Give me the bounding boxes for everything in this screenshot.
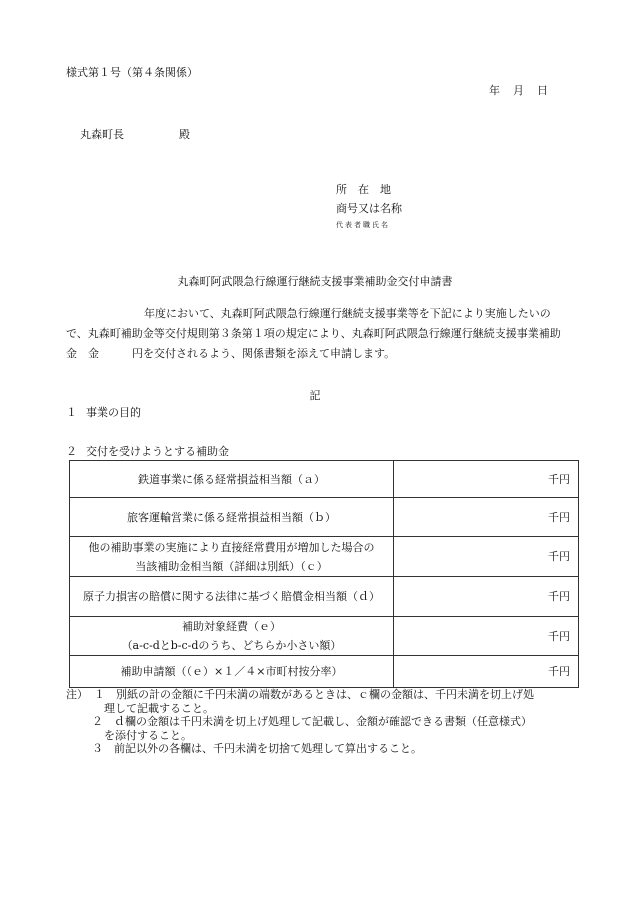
row-unit: 千円 (394, 656, 579, 688)
row-label: 原子力損害の賠償に関する法律に基づく賠償金相当額（ｄ） (70, 577, 394, 617)
body-paragraph (66, 304, 566, 364)
row-unit: 千円 (394, 617, 579, 656)
row-label: 他の補助事業の実施により直接経常費用が増加した場合の 当該補助金相当額（詳細は別紙）（ｃ） (70, 537, 394, 577)
table-row (70, 461, 579, 498)
form-number: 様式第１号（第４条関係） (66, 66, 198, 79)
date-day: 日 (537, 84, 548, 97)
table-row (70, 577, 579, 617)
notes-prefix: 注） (66, 688, 88, 701)
note-item: ３ 前記以外の各欄は、千円未満を切捨て処理して算出すること。 (92, 742, 422, 755)
notes (66, 688, 586, 756)
row-label: 補助対象経費（ｅ） （a-c-dとb-c-dのうち、どちらか小さい額） (70, 617, 394, 656)
item-purpose (66, 404, 141, 420)
date-month: 月 (513, 84, 524, 97)
document-title: 丸森町阿武隈急行線運行継続支援事業補助金交付申請書 (177, 275, 453, 288)
row-unit: 千円 (394, 461, 579, 498)
addressee-honorific: 殿 (179, 128, 190, 141)
applicant-block (336, 180, 402, 232)
item-grant (66, 443, 229, 459)
row-label: 補助申請額（（ｅ）×１／４×市町村按分率） (70, 656, 394, 688)
date-year: 年 (489, 84, 500, 97)
row-unit: 千円 (394, 537, 579, 577)
address-label: 所 在 地 (336, 183, 391, 196)
ki-heading: 記 (309, 389, 321, 402)
table-row (70, 617, 579, 656)
item-number: １ (66, 406, 77, 419)
note-item: 注） １ 別紙の計の金額に千円未満の端数があるときは、ｃ欄の金額は、千円未満を切上げ処 理して記載すること。 (66, 688, 534, 715)
row-unit: 千円 (394, 577, 579, 617)
table-row (70, 537, 579, 577)
addressee (80, 126, 190, 142)
item-label: 交付を受けようとする補助金 (86, 445, 229, 458)
item-label: 事業の目的 (86, 406, 141, 419)
company-name-label: 商号又は名称 (336, 202, 402, 215)
representative-label: 代表者職氏名 (336, 221, 390, 229)
row-label: 鉄道事業に係る経常損益相当額（ａ） (70, 461, 394, 498)
body-text: 年度において、丸森町阿武隈急行線運行継続支援事業等を下記により実施したいので、丸森町補助金等交付規則第３条第１項の規定により、丸森町阿武隈急行線運行継続支援事業補助金 金 円を交付されるよう、関係書類を添えて申請します。 (66, 307, 561, 360)
row-unit: 千円 (394, 498, 579, 537)
note-item: ２ ｄ欄の金額は千円未満を切上げ処理して記載し、金額が確認できる書類（任意様式） を添付すること。 (92, 715, 532, 742)
addressee-name: 丸森町長 (80, 128, 124, 141)
grant-table (69, 460, 579, 688)
item-number: ２ (66, 445, 77, 458)
table-row (70, 498, 579, 537)
table-row (70, 656, 579, 688)
row-label: 旅客運輸営業に係る経常損益相当額（ｂ） (70, 498, 394, 537)
date-line (489, 82, 548, 98)
